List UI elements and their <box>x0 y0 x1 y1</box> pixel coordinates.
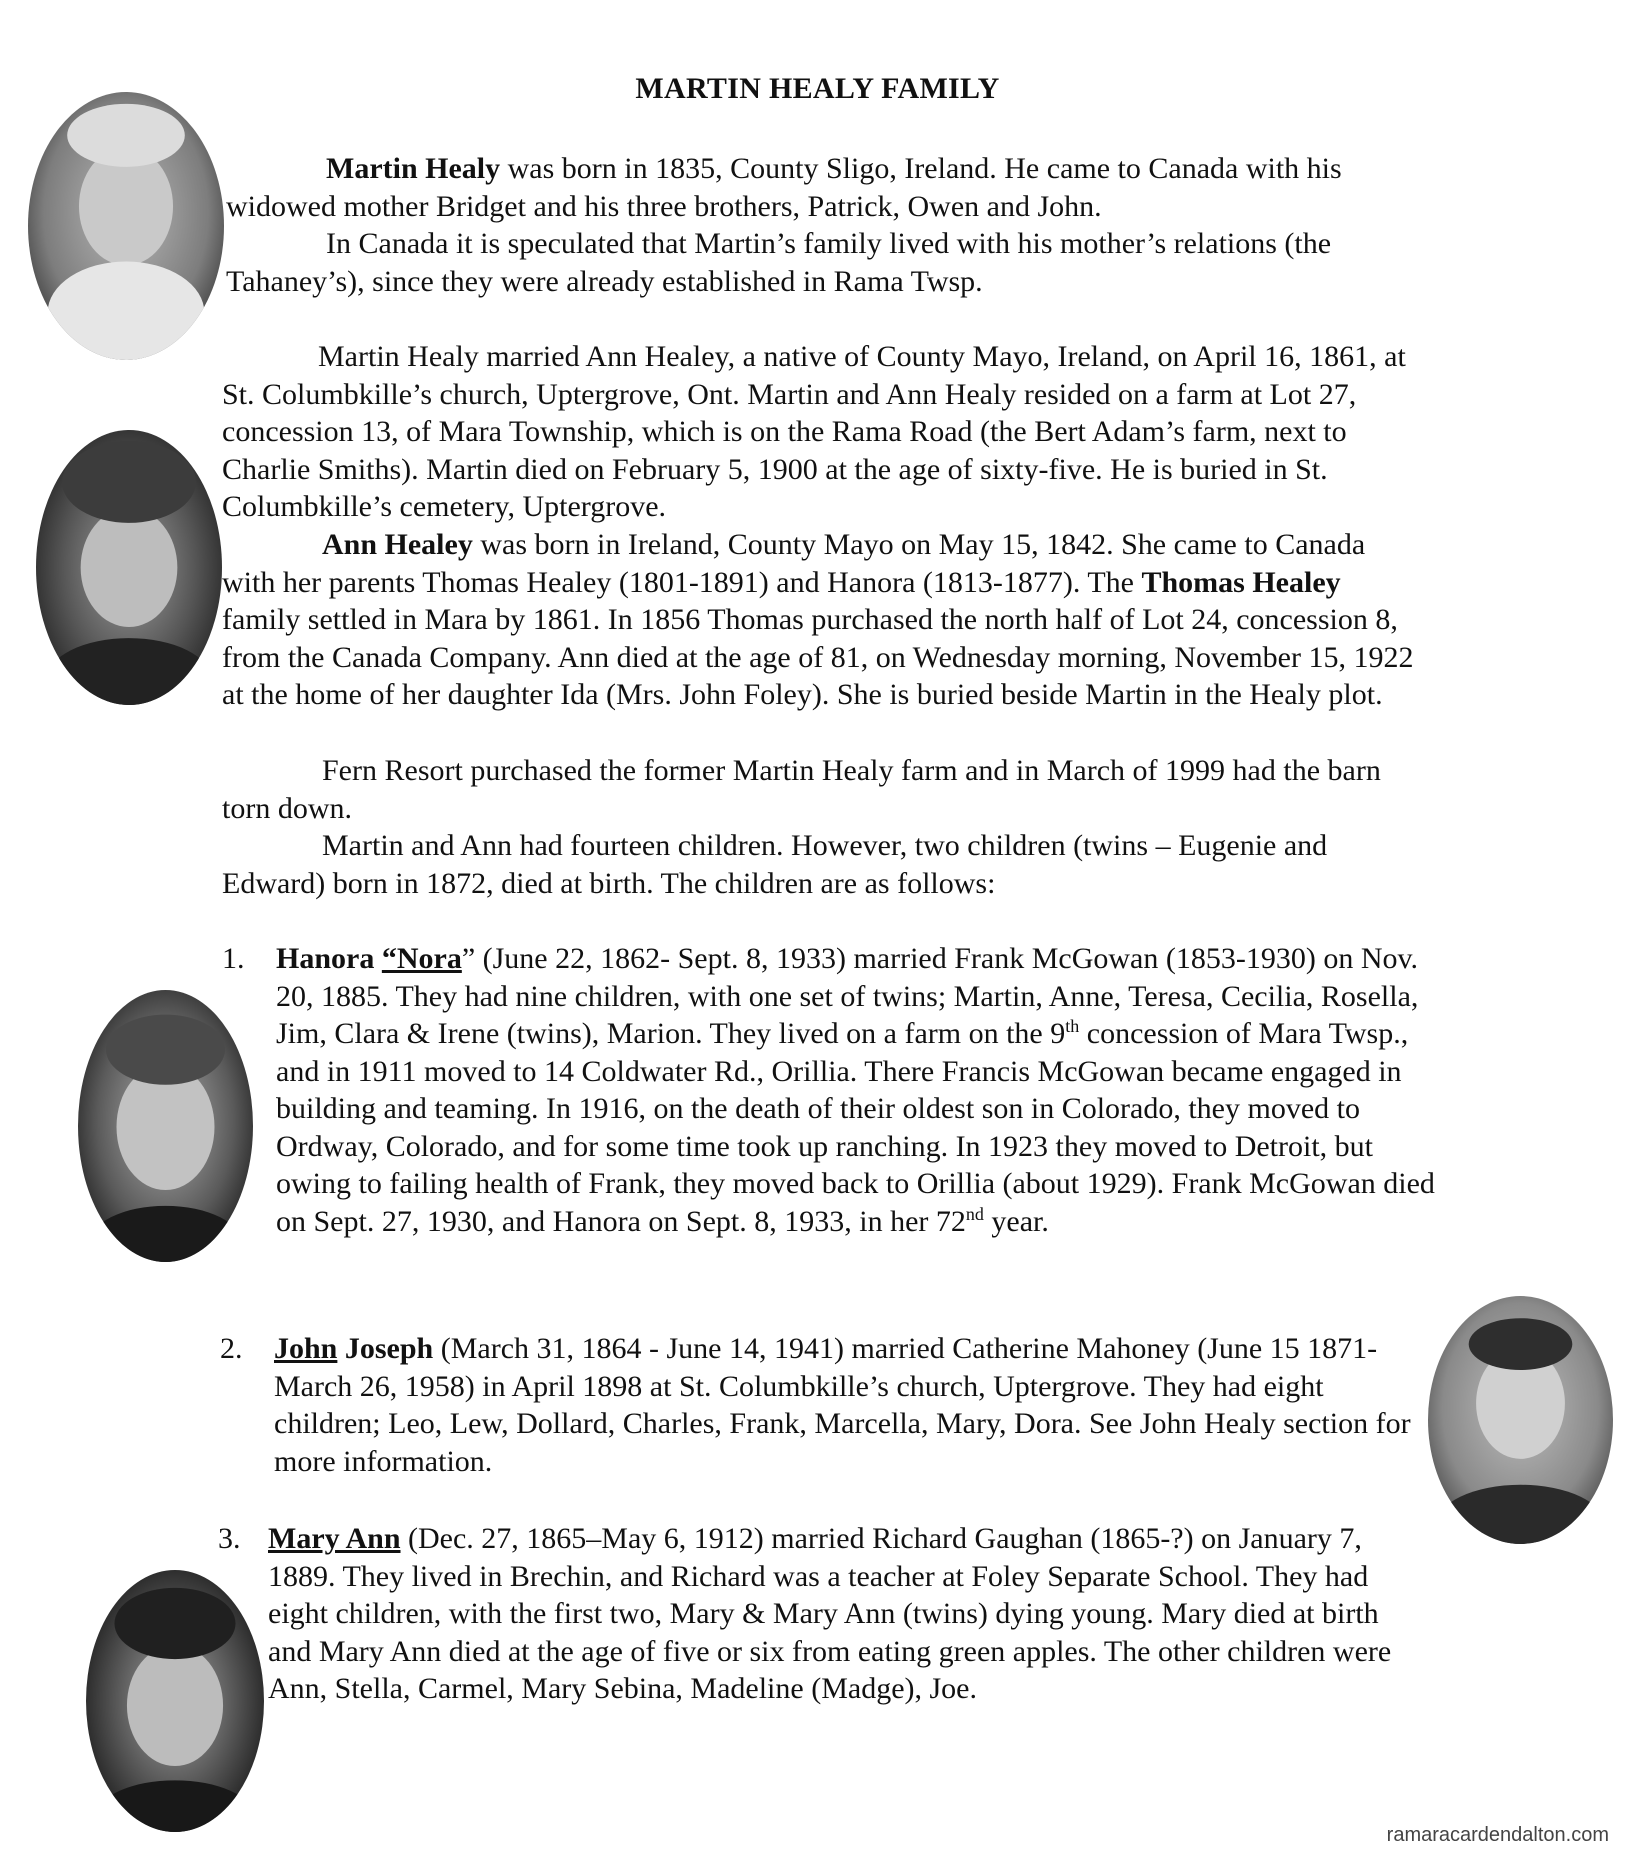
mary-ann-bio: (Dec. 27, 1865–May 6, 1912) married Richard Gaughan (1865-?) on January 7, 1889. They lived in Brechin, and Richard was a teacher at Foley Separate School. They had eight children, with the first two, Mary & Mary Ann (twins) dying young. Mary died at birth and Mary Ann died at the age of five or six from eating green apples. The other children were Ann, Stella, Carmel, Mary Sebina, Madeline (Madge), Joe. <box>268 1522 1392 1705</box>
ordinal-th: th <box>1065 1016 1080 1036</box>
intro-paragraph-ann <box>222 526 1422 714</box>
tahaney-text: In Canada it is speculated that Martin’s family lived with his mother’s relations (the Tahaney’s), since they were already established in Rama Twsp. <box>226 227 1332 298</box>
ann-healey-bio-a: was born in Ireland, County Mayo on May 15, 1842. She came to Canada with her parents Thomas Healey (1801-1891) and Hanora (1813-1877). The <box>222 528 1366 599</box>
portrait-john-joseph-photo <box>1428 1296 1613 1544</box>
intro-paragraph-children <box>222 827 1422 902</box>
intro-paragraph-martin <box>226 150 1426 225</box>
mary-ann-name: Mary Ann <box>268 1522 401 1555</box>
marriage-text: Martin Healy married Ann Healey, a native of County Mayo, Ireland, on April 16, 1861, at St. Columbkille’s church, Uptergrove, Ont. Martin and Ann Healy resided on a farm at Lot 27, concession 13, of Mara Township, which is on the Rama Road (the Bert Adam’s farm, next to Charlie Smiths). Martin died on February 5, 1900 at the age of sixty-five. He is buried in St. Columbkille’s cemetery, Uptergrove. <box>222 340 1406 523</box>
intro-paragraph-tahaney <box>226 225 1426 300</box>
nora-nickname: “Nora <box>381 942 462 975</box>
hanora-bio-a: ” (June 22, 1862- Sept. 8, 1933) married Frank McGowan (1853-1930) on Nov. 20, 1885. They had nine children, with one set of twins; Martin, Anne, Teresa, Cecilia, Rosella, Jim, Clara & Irene (twins), Marion. They lived on a farm on the 9 <box>276 942 1419 1050</box>
hanora-bio-c: year. <box>983 1204 1049 1238</box>
list-number-2: 2. <box>220 1332 243 1365</box>
child-entry-john-joseph <box>274 1330 1424 1480</box>
martin-healy-name: Martin Healy <box>326 152 501 185</box>
portrait-mary-ann-photo <box>86 1570 264 1832</box>
ordinal-nd: nd <box>965 1203 984 1224</box>
hanora-bio-b: concession of Mara Twsp., and in 1911 moved to 14 Coldwater Rd., Orillia. There Francis McGowan became engaged in building and teaming. In 1916, on the death of their oldest son in Colorado, they moved to Ordway, Colorado, and for some time took up ranching. In 1923 they moved to Detroit, but owing to failing health of Frank, they moved back to Orillia (about 1929). Frank McGowan died on Sept. 27, 1930, and Hanora on Sept. 8, 1933, in her 72 <box>276 1017 1435 1238</box>
ann-healey-bio-b: family settled in Mara by 1861. In 1856 Thomas purchased the north half of Lot 24, concession 8, from the Canada Company. Ann died at the age of 81, on Wednesday morning, November 15, 1922 at the home of her daughter Ida (Mrs. John Foley). She is buried beside Martin in the Healy plot. <box>222 603 1414 711</box>
site-watermark: ramaracardendalton.com <box>1386 1824 1609 1846</box>
child-entry-mary-ann <box>268 1520 1408 1708</box>
ann-healey-name: Ann Healey <box>322 528 473 561</box>
intro-paragraph-fern-resort <box>222 752 1422 827</box>
john-joseph-bio: (March 31, 1864 - June 14, 1941) married Catherine Mahoney (June 15 1871- March 26, 1958) in April 1898 at St. Columbkille’s church, Uptergrove. They had eight children; Leo, Lew, Dollard, Charles, Frank, Marcella, Mary, Dora. See John Healy section for more information. <box>274 1332 1411 1478</box>
list-number-1: 1. <box>222 942 245 975</box>
joseph-name: Joseph <box>337 1332 434 1365</box>
portrait-martin-healy-photo <box>28 92 224 360</box>
list-number-3: 3. <box>218 1522 241 1555</box>
portrait-hanora-nora-photo <box>78 990 253 1262</box>
children-intro-text: Martin and Ann had fourteen children. However, two children (twins – Eugenie and Edward) born in 1872, died at birth. The children are as follows: <box>222 829 1328 900</box>
thomas-healey-name: Thomas Healey <box>1141 565 1341 599</box>
martin-healy-bio: was born in 1835, County Sligo, Ireland. He came to Canada with his widowed mother Bridget and his three brothers, Patrick, Owen and John. <box>226 152 1342 223</box>
child-entry-hanora <box>276 940 1436 1240</box>
hanora-name: Hanora <box>276 942 382 975</box>
page-title: MARTIN HEALY FAMILY <box>635 72 1000 105</box>
portrait-ann-healey-photo <box>36 430 222 705</box>
fern-resort-text: Fern Resort purchased the former Martin Healy farm and in March of 1999 had the barn torn down. <box>222 754 1381 825</box>
john-name: John <box>274 1332 338 1365</box>
intro-paragraph-marriage <box>222 338 1432 526</box>
